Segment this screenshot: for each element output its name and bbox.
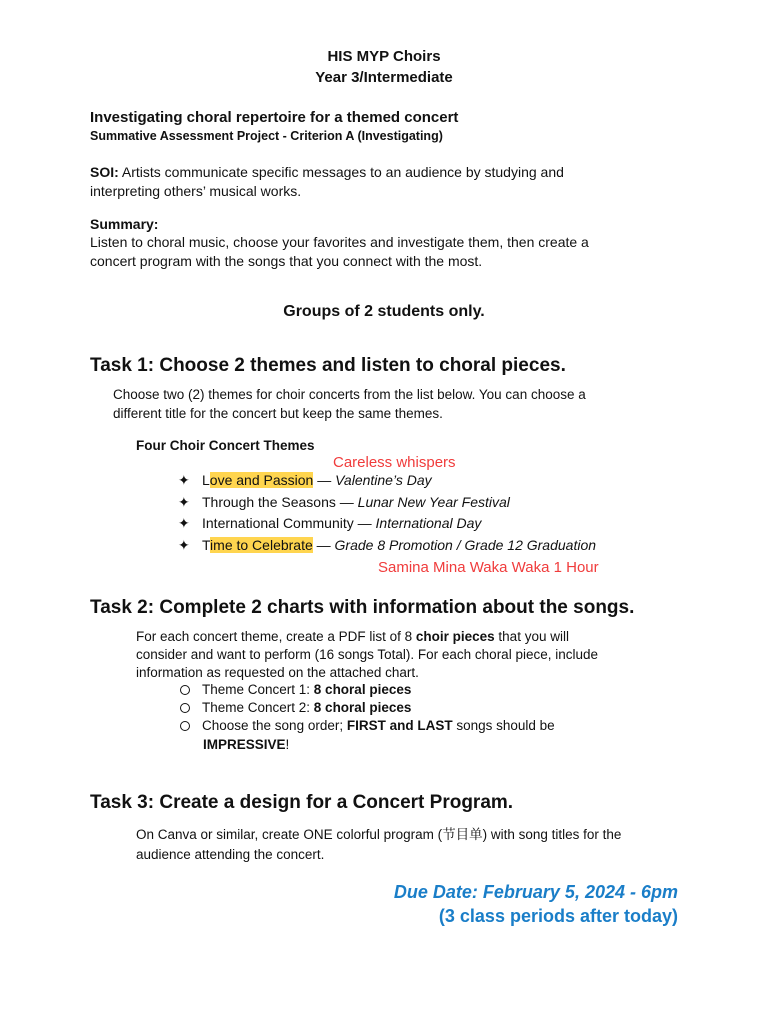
theme-event: Grade 8 Promotion / Grade 12 Graduation	[334, 537, 597, 553]
task2-line-1: For each concert theme, create a PDF list of 8 choir pieces that you will	[136, 629, 569, 644]
task3-heading: Task 3: Create a design for a Concert Program.	[90, 792, 514, 813]
summary-line-1: Listen to choral music, choose your favorites and investigate them, then create a	[90, 234, 589, 250]
soi-label: SOI:	[90, 164, 119, 180]
star-bullet-icon: ✦	[178, 515, 190, 531]
task2-bullet-3: Choose the song order; FIRST and LAST songs should be	[180, 718, 555, 733]
project-subtitle: Summative Assessment Project - Criterion A (Investigating)	[90, 129, 443, 143]
task2-bullet-1: Theme Concert 1: 8 choral pieces	[180, 682, 411, 697]
header-line-2: Year 3/Intermediate	[315, 69, 453, 86]
task2-heading: Task 2: Complete 2 charts with information about the songs.	[90, 597, 635, 618]
circle-bullet-icon	[180, 721, 190, 731]
summary-label: Summary:	[90, 216, 159, 232]
task1-line-2: different title for the concert but keep the same themes.	[113, 406, 443, 421]
star-bullet-icon: ✦	[178, 494, 190, 510]
circle-bullet-icon	[180, 703, 190, 713]
task1-line-1: Choose two (2) themes for choir concerts from the list below. You can choose a	[113, 387, 586, 402]
star-bullet-icon: ✦	[178, 472, 190, 488]
soi-line-2: interpreting others’ musical works.	[90, 183, 302, 199]
highlight-love-and-passion: ove and Passion	[209, 472, 314, 488]
circle-bullet-icon	[180, 685, 190, 695]
header-line-1: HIS MYP Choirs	[327, 48, 441, 65]
task3-line-2: audience attending the concert.	[136, 847, 325, 862]
highlight-time-to-celebrate: ime to Celebrate	[210, 537, 313, 553]
theme-item-love: ✦ Love and Passion — Valentine’s Day	[178, 472, 432, 488]
annotation-samina-mina: Samina Mina Waka Waka 1 Hour	[378, 559, 599, 576]
project-title: Investigating choral repertoire for a themed concert	[90, 109, 459, 126]
soi-line-1	[90, 163, 564, 182]
task1-heading: Task 1: Choose 2 themes and listen to choral pieces.	[90, 355, 566, 376]
task2-line-2: consider and want to perform (16 songs Total). For each choral piece, include	[136, 647, 598, 662]
due-date: Due Date: February 5, 2024 - 6pm	[393, 882, 678, 902]
star-bullet-icon: ✦	[178, 537, 190, 553]
groups-note: Groups of 2 students only.	[283, 303, 485, 320]
theme-event: International Day	[375, 515, 482, 531]
task2-line-3: information as requested on the attached chart.	[136, 665, 419, 680]
summary-line-2: concert program with the songs that you connect with the most.	[90, 253, 483, 269]
theme-event: Valentine’s Day	[335, 472, 432, 488]
theme-item-celebrate: ✦ Time to Celebrate — Grade 8 Promotion / Grade 12 Graduation	[178, 537, 597, 553]
task2-bullet-2: Theme Concert 2: 8 choral pieces	[180, 700, 411, 715]
theme-item-international: ✦ International Community — International Day	[178, 515, 482, 531]
due-note: (3 class periods after today)	[438, 906, 678, 926]
theme-item-seasons: ✦ Through the Seasons — Lunar New Year Festival	[178, 494, 510, 510]
annotation-careless-whispers: Careless whispers	[333, 454, 456, 471]
task3-line-1: On Canva or similar, create ONE colorful program (节目单) with song titles for the	[136, 827, 622, 842]
theme-event: Lunar New Year Festival	[357, 494, 510, 510]
soi-text-1: Artists communicate specific messages to an audience by studying and	[118, 164, 564, 180]
themes-list-title: Four Choir Concert Themes	[136, 438, 315, 453]
task2-bullet-3-cont: IMPRESSIVE!	[203, 737, 290, 752]
